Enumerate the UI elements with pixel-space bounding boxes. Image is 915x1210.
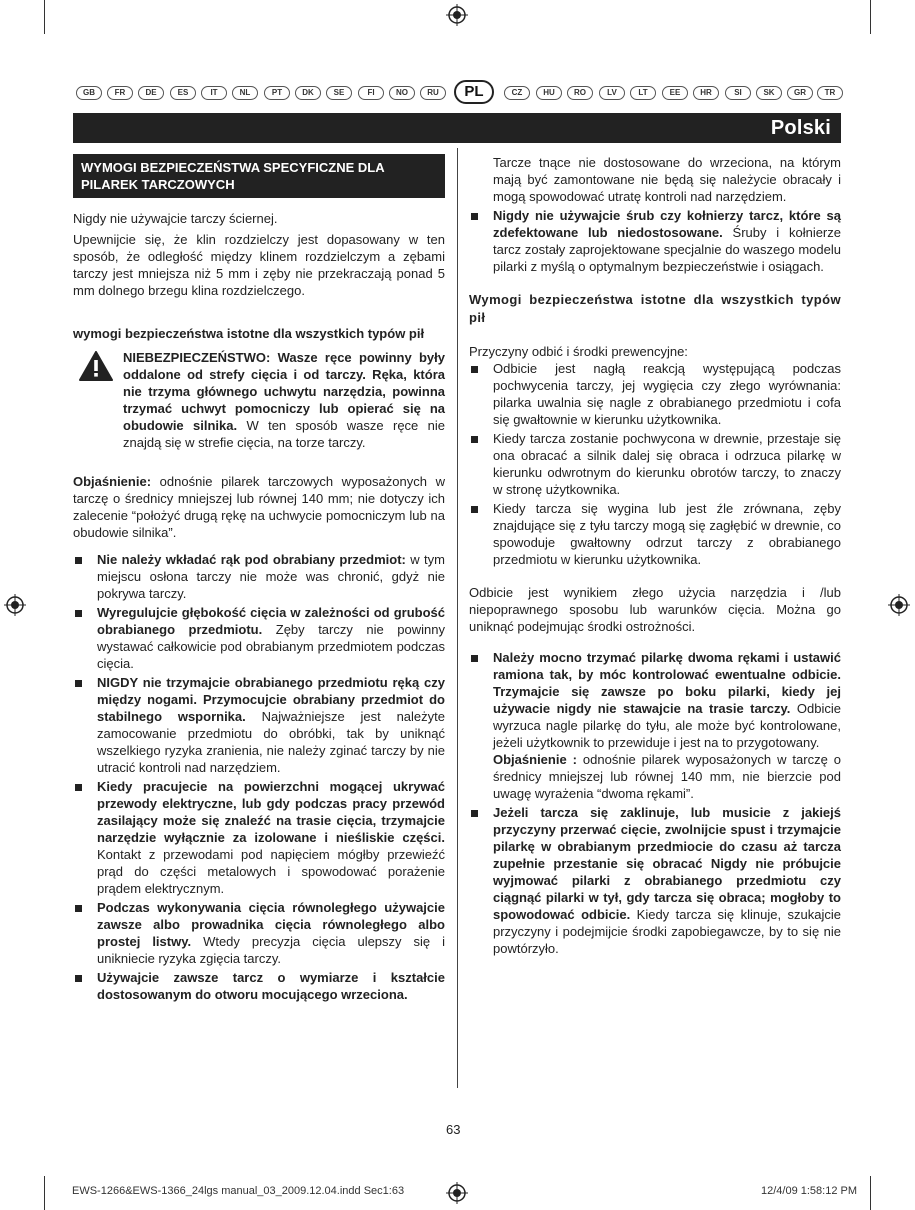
lang-tab-pl-active[interactable]: PL xyxy=(454,80,494,104)
trim-mark xyxy=(44,1176,45,1210)
lang-tab-nl[interactable]: NL xyxy=(232,86,258,100)
page-number: 63 xyxy=(446,1122,461,1137)
lang-tab-cz[interactable]: CZ xyxy=(504,86,530,100)
explanation-text: odnośnie pilarek tarczowych wyposażonych w tarczę o średnicy mniejszej lub równej 140 mm; nie dotyczy ich zalecenie “położyć drugą rękę na uchwycie pomocniczym lub na obudowie silnika”. xyxy=(73,474,445,540)
lang-tab-si[interactable]: SI xyxy=(725,86,751,100)
trim-mark xyxy=(870,0,871,34)
lang-tab-hu[interactable]: HU xyxy=(536,86,562,100)
section-heading: WYMOGI BEZPIECZEŃSTWA SPECYFICZNE DLA PILAREK TARCZOWYCH xyxy=(81,160,385,192)
list-item: Kiedy pracujecie na powierzchni mogącej ukrywać przewody elektryczne, lub gdy podczas pracy przewód zasilający może się znaleźć na trasie cięcia, trzymajcie narzędzie wyłącznie za izolowane i nieśliskie części. Kontakt z przewodami pod napięciem mógłby przewieźć prąd do części metalowych i spowodować porażenie prądem elektrycznym. xyxy=(73,778,445,897)
paragraph: Nigdy nie używajcie tarczy ściernej. xyxy=(73,211,278,226)
explanation-label: Objaśnienie : xyxy=(493,752,577,767)
lang-tab-no[interactable]: NO xyxy=(389,86,415,100)
paragraph: Odbicie jest wynikiem złego użycia narzędzia i /lub niepoprawnego sposobu lub warunków cięcia. Można go uniknąć podejmując środki ostrożności. xyxy=(469,585,841,634)
left-column xyxy=(73,154,445,1005)
registration-mark-top xyxy=(446,4,468,26)
list-item: Odbicie jest nagłą reakcją występującą podczas pochwycenia tarczy, jej wygięcia czy złego wyrównania: pilarka uwalnia się nagle z obrabianego przedmiotu i cofa się gwałtownie w kierunku użytkownika. xyxy=(469,360,841,428)
footer-timestamp: 12/4/09 1:58:12 PM xyxy=(760,1185,857,1197)
list-item: Kiedy tarcza zostanie pochwycona w drewnie, przestaje się ona obracać a silnik dalej się obraca i odrzuca pilarkę w kierunku odwrotnym do kierunku obrotów tarczy, to znaczy w stronę użytkownika. xyxy=(469,430,841,498)
list-item: Podczas wykonywania cięcia równoległego używajcie zawsze albo prowadnika cięcia równoległego albo prostej listwy. Wtedy precyzja cięcia ulepszy się i unikniecie ryzyka zgięcia tarczy. xyxy=(73,899,445,967)
lang-tab-ro[interactable]: RO xyxy=(567,86,593,100)
lang-tab-dk[interactable]: DK xyxy=(295,86,321,100)
intro-text: Przyczyny odbić i środki prewencyjne: xyxy=(469,344,688,359)
list-item: Wyregulujcie głębokość cięcia w zależności od grubość obrabianego przedmiotu. Zęby tarczy nie powinny wystawać całkowicie pod obrabianym przedmiotem podczas cięcia. xyxy=(73,604,445,672)
footer-file-info: EWS-1266&EWS-1366_24lgs manual_03_2009.12.04.indd Sec1:63 xyxy=(72,1185,405,1197)
list-item: Jeżeli tarcza się zaklinuje, lub musicie z jakiejś przyczyny przerwać cięcie, zwolnijcie spust i trzymajcie pilarkę w obrabianym przedmiocie do czasu aż tarcza zupełnie przestanie się obracać Nigdy nie próbujcie wyjmować pilarki z obrabianego przedmiotu czy ciągnąć pilarki w tył, gdy tarcza się obraca; mogłoby to spowodować odbicie. Kiedy tarcza się klinuje, szukajcie przyczyny i podejmijcie środki zapobiegawcze, by to się nie powtórzyło. xyxy=(469,804,841,957)
lang-tab-pt[interactable]: PT xyxy=(264,86,290,100)
lang-tab-ee[interactable]: EE xyxy=(662,86,688,100)
bullet-list xyxy=(469,207,841,275)
lang-tab-se[interactable]: SE xyxy=(326,86,352,100)
danger-warning xyxy=(73,349,445,451)
subheading: wymogi bezpieczeństwa istotne dla wszystkich typów pił xyxy=(73,326,425,341)
section-heading-box xyxy=(73,154,445,198)
lang-tab-gb[interactable]: GB xyxy=(76,86,102,100)
registration-mark-left xyxy=(4,594,26,616)
section-subheading: Wymogi bezpieczeństwa istotne dla wszystkich typów pił xyxy=(469,292,841,325)
warning-triangle-icon xyxy=(79,351,113,386)
lang-tab-ru[interactable]: RU xyxy=(420,86,446,100)
right-column xyxy=(469,154,841,959)
trim-mark xyxy=(44,0,45,34)
warning-text: W ten sposób wasze ręce nie znajdą się w strefie cięcia, na torze tarczy. xyxy=(123,418,445,450)
lang-tab-it[interactable]: IT xyxy=(201,86,227,100)
list-item: Należy mocno trzymać pilarkę dwoma rękami i ustawić ramiona tak, by móc kontrolować ewentualne odbicie. Trzymajcie się zawsze po boku pilarki, kiedy jej używacie nigdy nie stawajcie na trasie tarczy. Odbicie wyrzuca nagle pilarkę do tyłu, ale może być kontrolowane, jeżeli użytkownik to przewiduje i jest na to przygotowany. Objaśnienie : odnośnie pilarek wyposażonych w tarczę o średnicy mniejszej lub równej 140 mm, nie bierzcie pod uwagę wyrażenia “dwoma rękami”. xyxy=(469,649,841,802)
column-divider xyxy=(457,148,458,1088)
lang-tab-lv[interactable]: LV xyxy=(599,86,625,100)
kickback-bullet-list xyxy=(469,360,841,568)
lang-tab-gr[interactable]: GR xyxy=(787,86,813,100)
registration-mark-bottom xyxy=(446,1182,468,1204)
language-tabs xyxy=(76,84,842,106)
lang-tab-tr[interactable]: TR xyxy=(817,86,843,100)
page-title: Polski xyxy=(770,117,831,139)
list-item: Nigdy nie używajcie śrub czy kołnierzy tarcz, które są zdefektowane lub niedostosowane. Śruby i kołnierze tarcz zostały zaprojektowane specjalnie do waszego modelu pilarki z myślą o optymalnym bezpieczeństwie i osiągach. xyxy=(469,207,841,275)
safety-bullet-list xyxy=(73,551,445,1003)
list-item: NIGDY nie trzymajcie obrabianego przedmiotu ręką czy między nogami. Przymocujcie obrabiany przedmiot do stabilnego wspornika. Najważniejsze jest należyte zamocowanie przedmiotu do obróbki, tak by uniknąć wszelkiego ryzyka zranienia, nie należy zginać tarczy by nie utracić kontroli nad narzędziem. xyxy=(73,674,445,776)
page-title-bar xyxy=(73,113,841,143)
lang-tab-fr[interactable]: FR xyxy=(107,86,133,100)
list-item: Używajcie zawsze tarcz o wymiarze i kształcie dostosowanym do otworu mocującego wrzeciona. xyxy=(73,969,445,1003)
lang-tab-sk[interactable]: SK xyxy=(756,86,782,100)
trim-mark xyxy=(870,1176,871,1210)
lang-tab-de[interactable]: DE xyxy=(138,86,164,100)
paragraph: Upewnijcie się, że klin rozdzielczy jest dopasowany w ten sposób, że odległość między klinem rozdzielczym a zębami tarczy jest mniejsza niż 5 mm i zęby nie przekraczają ponad 5 mm dolnego brzegu klina rozdzielczego. xyxy=(73,232,445,298)
continued-paragraph: Tarcze tnące nie dostosowane do wrzeciona, na którym mają być zamontowane nie będą się należycie obracały i mogą spowodować utratę kontroli nad narzędziem. xyxy=(493,155,841,204)
lang-tab-hr[interactable]: HR xyxy=(693,86,719,100)
warning-bold-text: NIEBEZPIECZEŃSTWO: Wasze ręce powinny były oddalone od strefy cięcia i od tarczy. Ręka, która nie trzyma głównego uchwytu narzędzia, powinna trzymać uchwyt pomocniczy lub opierać się na obudowie silnika. xyxy=(123,350,445,433)
lang-tab-es[interactable]: ES xyxy=(170,86,196,100)
explanation-label: Objaśnienie: xyxy=(73,474,152,489)
handling-bullet-list xyxy=(469,649,841,957)
list-item: Kiedy tarcza się wygina lub jest źle zrównana, zęby znajdujące się z tyłu tarczy mogą się zagłębić w drewnie, co spowoduje gwałtowny odrzut tarczy z obrabianego przedmiotu w kierunku użytkownika. xyxy=(469,500,841,568)
registration-mark-right xyxy=(888,594,910,616)
list-item: Nie należy wkładać rąk pod obrabiany przedmiot: w tym miejscu osłona tarczy nie może was chronić, gdyż nie pokrywa tarczy. xyxy=(73,551,445,602)
lang-tab-lt[interactable]: LT xyxy=(630,86,656,100)
lang-tab-fi[interactable]: FI xyxy=(358,86,384,100)
